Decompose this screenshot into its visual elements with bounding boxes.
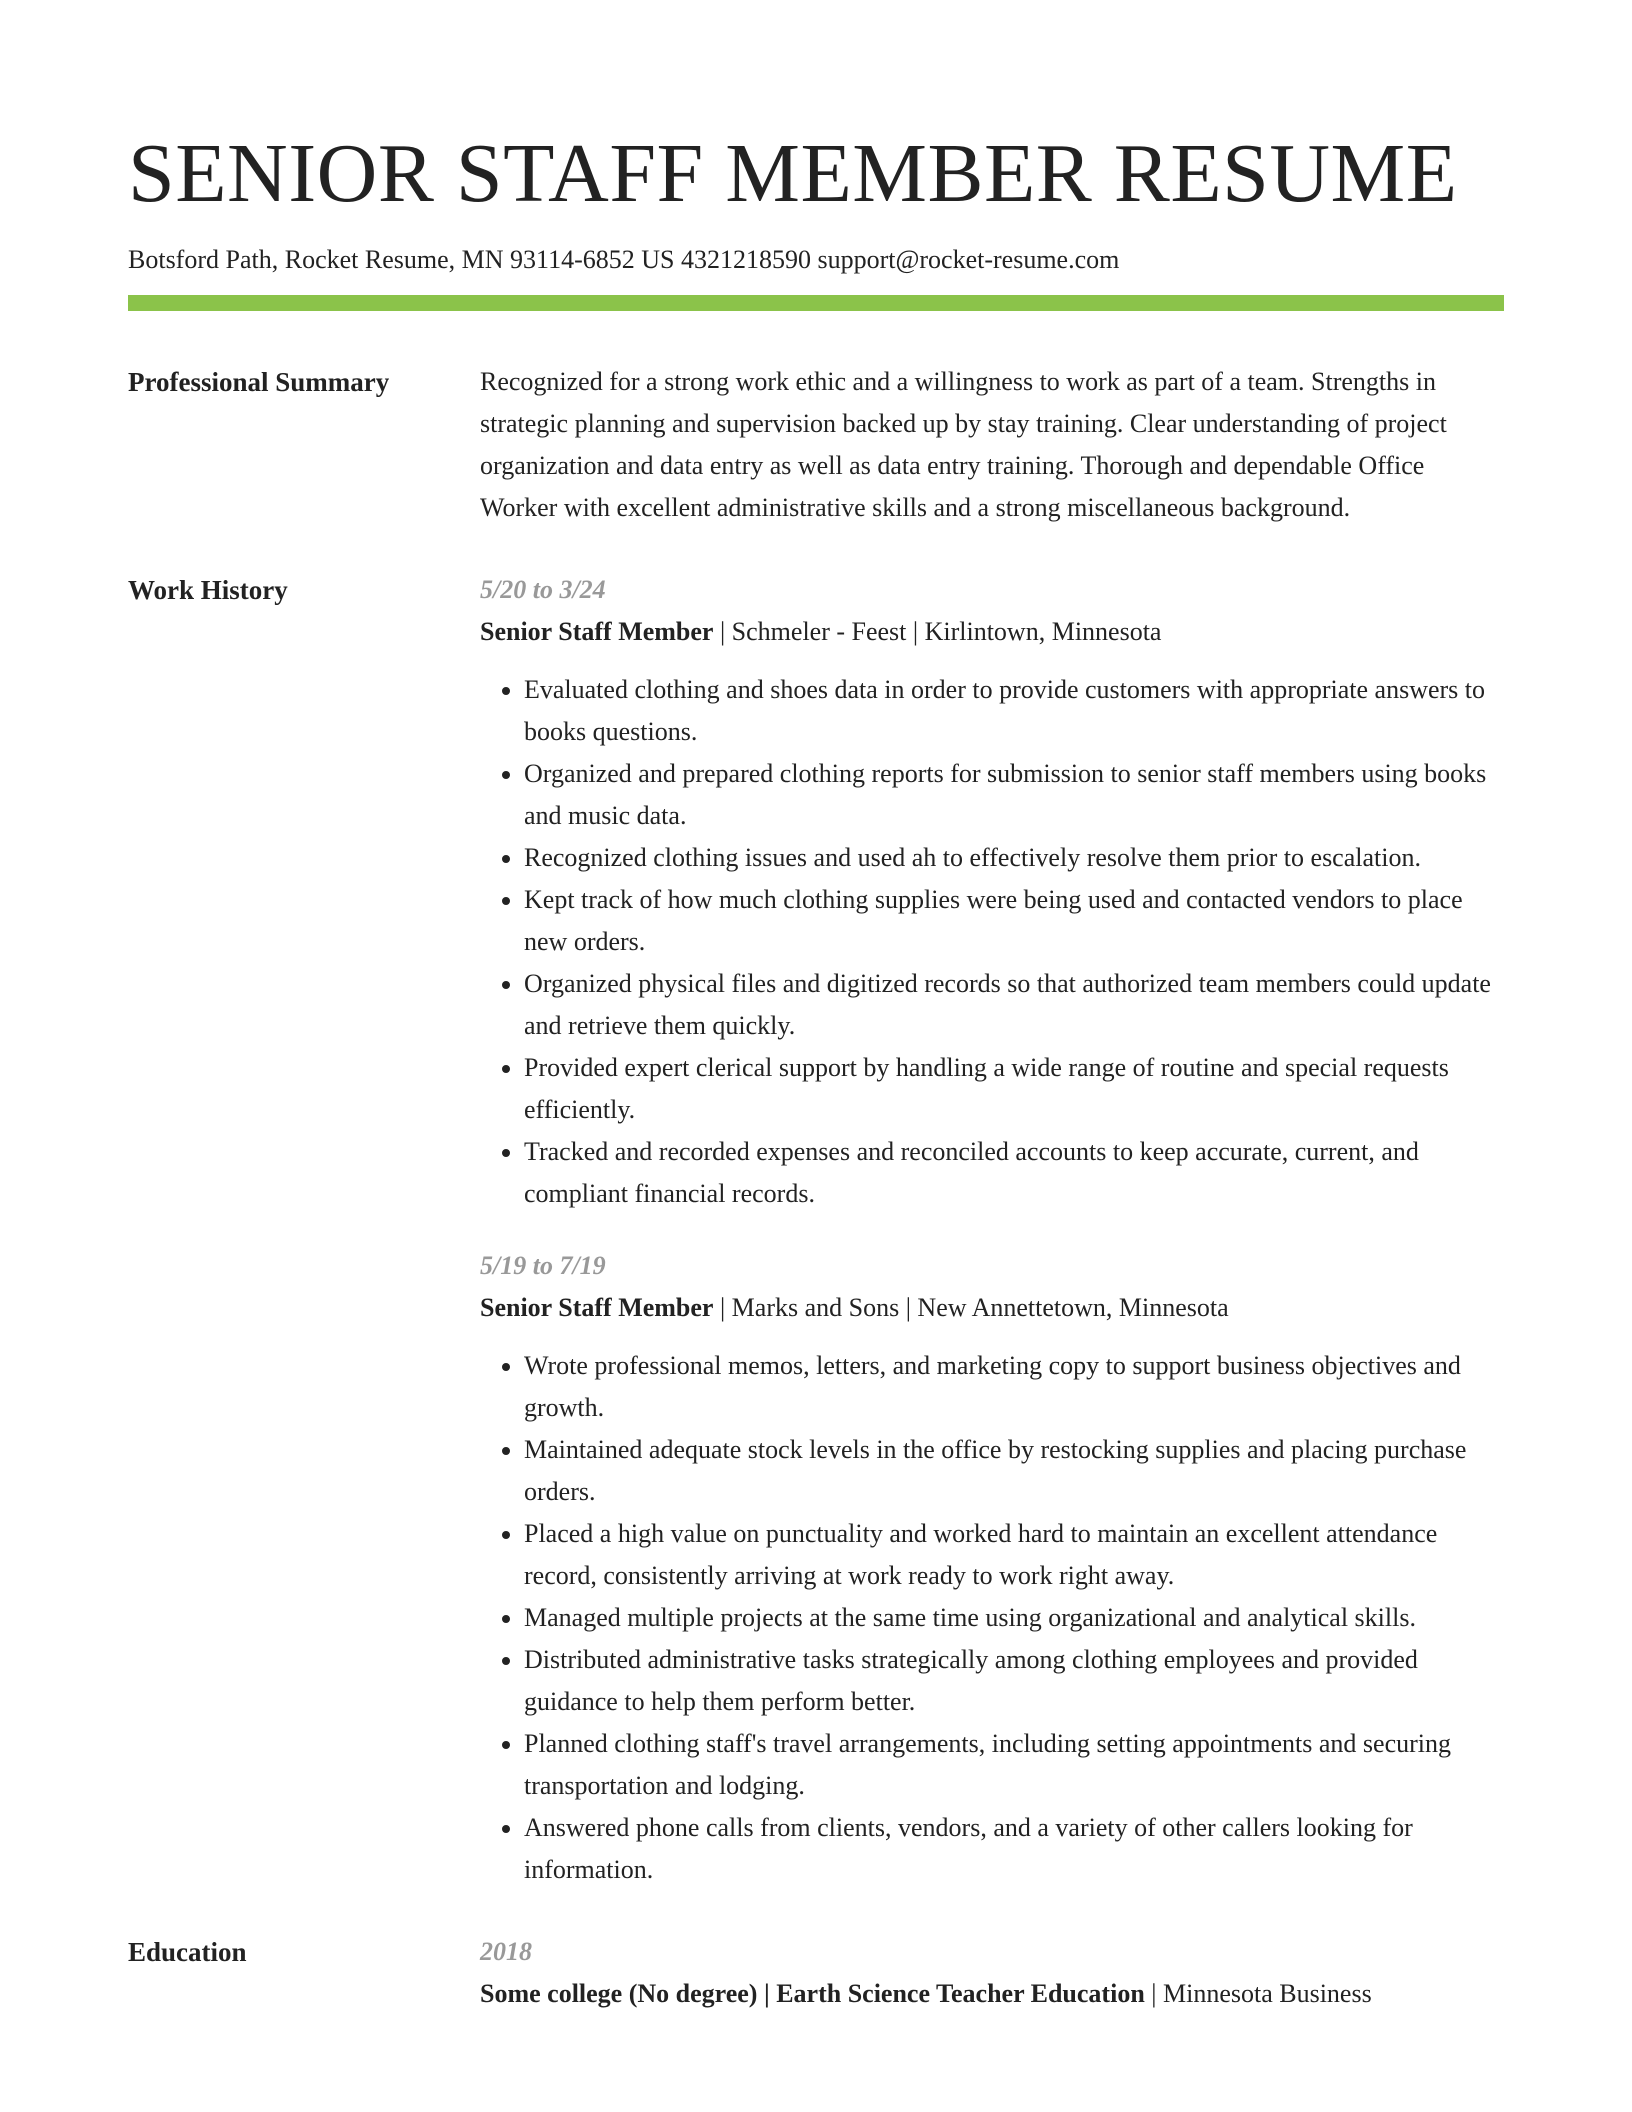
job-role-line [480,1287,1504,1329]
job-entry [480,569,1504,1215]
list-item: • Organized and prepared clothing reports for submission to senior staff members using books and music data. [524,753,1504,837]
education-section [128,1931,1504,2015]
summary-text: Recognized for a strong work ethic and a willingness to work as part of a team. Strengths in strategic planning and supervision backed up by stay training. Clear understanding of project organization and data entry as well as data entry training. Thorough and dependable Office Worker with excellent administrative skills and a strong miscellaneous background. [480,367,1447,523]
list-item: • Distributed administrative tasks strategically among clothing employees and provided guidance to help them perform better. [524,1639,1504,1723]
job-title: Senior Staff Member [480,617,714,647]
page-title: SENIOR STAFF MEMBER RESUME [128,127,1458,220]
job-dates: 5/20 to 3/24 [480,575,606,605]
list-item: • Managed multiple projects at the same time using organizational and analytical skills. [524,1597,1504,1639]
work-history-section [128,569,1504,1891]
summary-body [480,361,1504,529]
education-degree: Some college (No degree) | Earth Science Teacher Education [480,1979,1145,2009]
list-item: • Provided expert clerical support by handling a wide range of routine and special requests efficiently. [524,1047,1504,1131]
list-item: • Kept track of how much clothing supplies were being used and contacted vendors to place new orders. [524,879,1504,963]
list-item: • Planned clothing staff's travel arrangements, including setting appointments and securing transportation and lodging. [524,1723,1504,1807]
job-entry [480,1245,1504,1891]
section-label-work-history: Work History [128,575,288,606]
list-item: • Placed a high value on punctuality and worked hard to maintain an excellent attendance record, consistently arriving at work ready to work right away. [524,1513,1504,1597]
list-item: • Wrote professional memos, letters, and marketing copy to support business objectives and growth. [524,1345,1504,1429]
list-item: • Answered phone calls from clients, vendors, and a variety of other callers looking for information. [524,1807,1504,1891]
job-bullets [480,1345,1504,1891]
work-history-body [480,569,1504,1891]
job-dates: 5/19 to 7/19 [480,1251,606,1281]
summary-section [128,361,1504,529]
job-details: | Schmeler - Feest | Kirlintown, Minnesota [713,617,1162,647]
job-details: | Marks and Sons | New Annettetown, Minnesota [713,1293,1229,1323]
list-item: • Tracked and recorded expenses and reconciled accounts to keep accurate, current, and compliant financial records. [524,1131,1504,1215]
education-line [480,1973,1504,2015]
education-body [480,1931,1504,2015]
list-item: • Recognized clothing issues and used ah to effectively resolve them prior to escalation. [524,837,1504,879]
contact-line: Botsford Path, Rocket Resume, MN 93114-6852 US 4321218590 support@rocket-resume.com [128,245,1120,274]
section-label-education: Education [128,1937,247,1968]
resume-page [128,120,1504,2015]
job-bullets [480,669,1504,1215]
list-item: • Organized physical files and digitized records so that authorized team members could update and retrieve them quickly. [524,963,1504,1047]
job-title: Senior Staff Member [480,1293,714,1323]
job-role-line [480,611,1504,653]
header-divider [128,295,1504,311]
list-item: • Evaluated clothing and shoes data in order to provide customers with appropriate answers to books questions. [524,669,1504,753]
education-year: 2018 [480,1937,532,1967]
section-label-summary: Professional Summary [128,367,390,398]
list-item: • Maintained adequate stock levels in the office by restocking supplies and placing purchase orders. [524,1429,1504,1513]
education-school: | Minnesota Business [1144,1979,1372,2009]
